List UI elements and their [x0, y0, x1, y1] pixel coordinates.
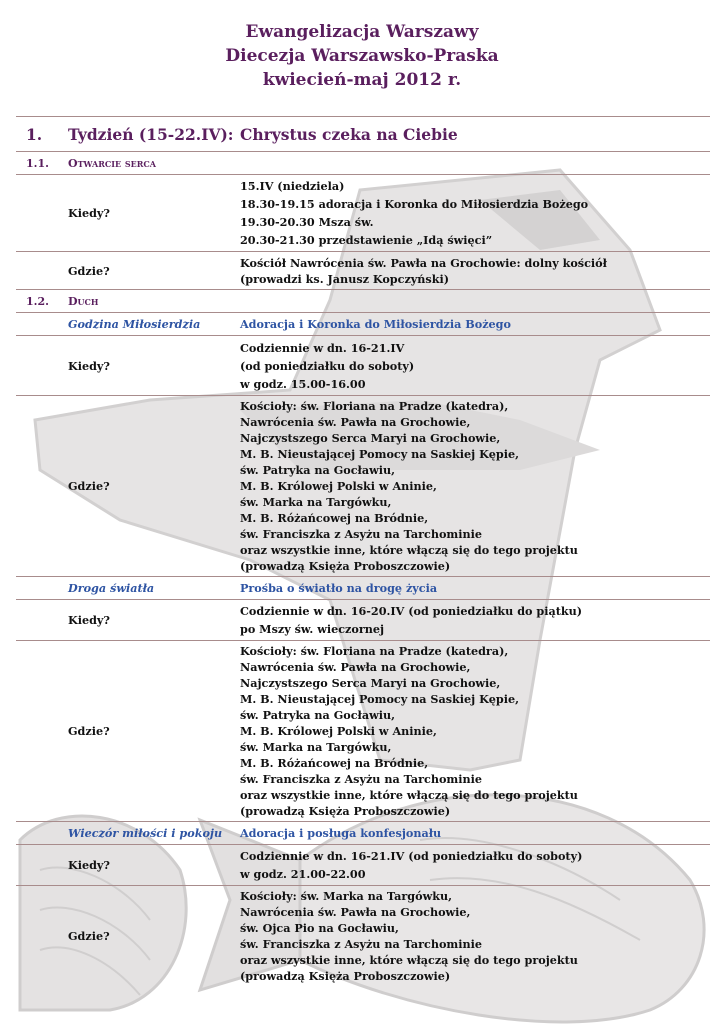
where-value	[240, 396, 710, 577]
where-line: oraz wszystkie inne, które włączą się do tego projektu	[240, 543, 578, 557]
where-line: Najczystszego Serca Maryi na Grochowie,	[240, 676, 501, 690]
when-line: (od poniedziałku do soboty)	[240, 358, 415, 373]
where-line: Kościół Nawrócenia św. Pawła na Grochowie: dolny kościół	[240, 255, 607, 270]
where-line: św. Marka na Targówku,	[240, 495, 392, 509]
event-heading-row	[16, 577, 710, 600]
where-line: Nawrócenia św. Pawła na Grochowie,	[240, 660, 471, 674]
where-row	[16, 396, 710, 577]
where-line: M. B. Królowej Polski w Aninie,	[240, 724, 437, 738]
when-line: Codziennie w dn. 16-21.IV (od poniedziałku do soboty)	[240, 849, 583, 863]
subsection-number: 1.2.	[16, 290, 58, 313]
section-theme: Chrystus czeka na Ciebie	[240, 117, 710, 152]
where-row	[16, 252, 710, 290]
where-line: Kościoły: św. Floriana na Pradze (katedra),	[240, 644, 509, 658]
where-row	[16, 886, 710, 987]
when-line: 19.30-20.30 Msza św.	[240, 215, 374, 229]
where-line: św. Franciszka z Asyżu na Tarchominie	[240, 772, 483, 786]
subsection-heading-row	[16, 290, 710, 313]
where-line: Najczystszego Serca Maryi na Grochowie,	[240, 431, 501, 445]
where-label: Gdzie?	[58, 396, 240, 577]
document-header	[0, 0, 724, 92]
where-line: Nawrócenia św. Pawła na Grochowie,	[240, 415, 471, 429]
when-line: w godz. 15.00-16.00	[240, 376, 366, 391]
where-row	[16, 641, 710, 822]
when-line: po Mszy św. wieczornej	[240, 622, 385, 636]
event-description: Prośba o światło na drogę życia	[240, 577, 710, 600]
where-value	[240, 252, 710, 290]
subsection-title: Duch	[58, 290, 710, 313]
where-line: oraz wszystkie inne, które włączą się do tego projektu	[240, 953, 578, 967]
where-line: św. Patryka na Gocławiu,	[240, 463, 395, 477]
where-label: Gdzie?	[58, 641, 240, 822]
header-line-2: Diecezja Warszawsko-Praska	[225, 46, 499, 66]
where-line: M. B. Różańcowej na Bródnie,	[240, 756, 429, 770]
when-row	[16, 336, 710, 396]
subsection-number: 1.1.	[16, 152, 58, 175]
when-label: Kiedy?	[58, 600, 240, 641]
when-row	[16, 175, 710, 252]
where-line: Kościoły: św. Marka na Targówku,	[240, 889, 452, 903]
when-value	[240, 336, 710, 396]
where-line: (prowadzą Księża Proboszczowie)	[240, 969, 451, 983]
where-line: M. B. Królowej Polski w Aninie,	[240, 479, 437, 493]
when-label: Kiedy?	[58, 336, 240, 396]
section-week: Tydzień (15-22.IV):	[58, 117, 240, 152]
when-value	[240, 600, 710, 641]
when-label: Kiedy?	[58, 175, 240, 252]
where-line: Nawrócenia św. Pawła na Grochowie,	[240, 905, 471, 919]
when-row	[16, 600, 710, 641]
section-number: 1.	[16, 117, 58, 152]
event-description: Adoracja i posługa konfesjonału	[240, 822, 710, 845]
when-line: w godz. 21.00-22.00	[240, 867, 366, 881]
event-description: Adoracja i Koronka do Miłosierdzia Bożego	[240, 313, 710, 336]
where-line: M. B. Nieustającej Pomocy na Saskiej Kępie,	[240, 692, 520, 706]
where-line: św. Marka na Targówku,	[240, 740, 392, 754]
when-row	[16, 845, 710, 886]
where-line: oraz wszystkie inne, które włączą się do tego projektu	[240, 788, 578, 802]
when-label: Kiedy?	[58, 845, 240, 886]
when-line: 20.30-21.30 przedstawienie „Idą święci”	[240, 233, 493, 247]
where-value	[240, 641, 710, 822]
when-line: Codziennie w dn. 16-21.IV	[240, 340, 405, 355]
where-line: (prowadzą Księża Proboszczowie)	[240, 559, 451, 573]
where-line: św. Franciszka z Asyżu na Tarchominie	[240, 937, 483, 951]
where-label: Gdzie?	[68, 929, 110, 943]
when-line: 18.30-19.15 adoracja i Koronka do Miłosierdzia Bożego	[240, 197, 589, 211]
header-line-3: kwiecień-maj 2012 r.	[262, 70, 462, 90]
where-line: (prowadzi ks. Janusz Kopczyński)	[240, 271, 450, 286]
where-line: św. Ojca Pio na Gocławiu,	[240, 921, 399, 935]
when-value	[240, 175, 710, 252]
where-value	[240, 886, 710, 987]
where-line: Kościoły: św. Floriana na Pradze (katedra),	[240, 399, 509, 413]
section-heading-row	[16, 117, 710, 152]
event-name: Godzina Miłosierdzia	[58, 313, 240, 336]
when-value	[240, 845, 710, 886]
when-line: Codziennie w dn. 16-20.IV (od poniedziałku do piątku)	[240, 604, 583, 618]
event-name: Wieczór miłości i pokoju	[58, 822, 240, 845]
where-line: M. B. Różańcowej na Bródnie,	[240, 511, 429, 525]
subsection-title: Otwarcie serca	[58, 152, 710, 175]
header-line-1: Ewangelizacja Warszawy	[245, 22, 479, 42]
where-line: św. Franciszka z Asyżu na Tarchominie	[240, 527, 483, 541]
where-line: (prowadzą Księża Proboszczowie)	[240, 804, 451, 818]
where-line: M. B. Nieustającej Pomocy na Saskiej Kępie,	[240, 447, 520, 461]
event-heading-row	[16, 313, 710, 336]
subsection-heading-row	[16, 152, 710, 175]
event-heading-row	[16, 822, 710, 845]
schedule-table	[16, 116, 710, 986]
where-label: Gdzie?	[58, 252, 240, 290]
when-line: 15.IV (niedziela)	[240, 179, 345, 193]
where-line: św. Patryka na Gocławiu,	[240, 708, 395, 722]
event-name: Droga światła	[58, 577, 240, 600]
